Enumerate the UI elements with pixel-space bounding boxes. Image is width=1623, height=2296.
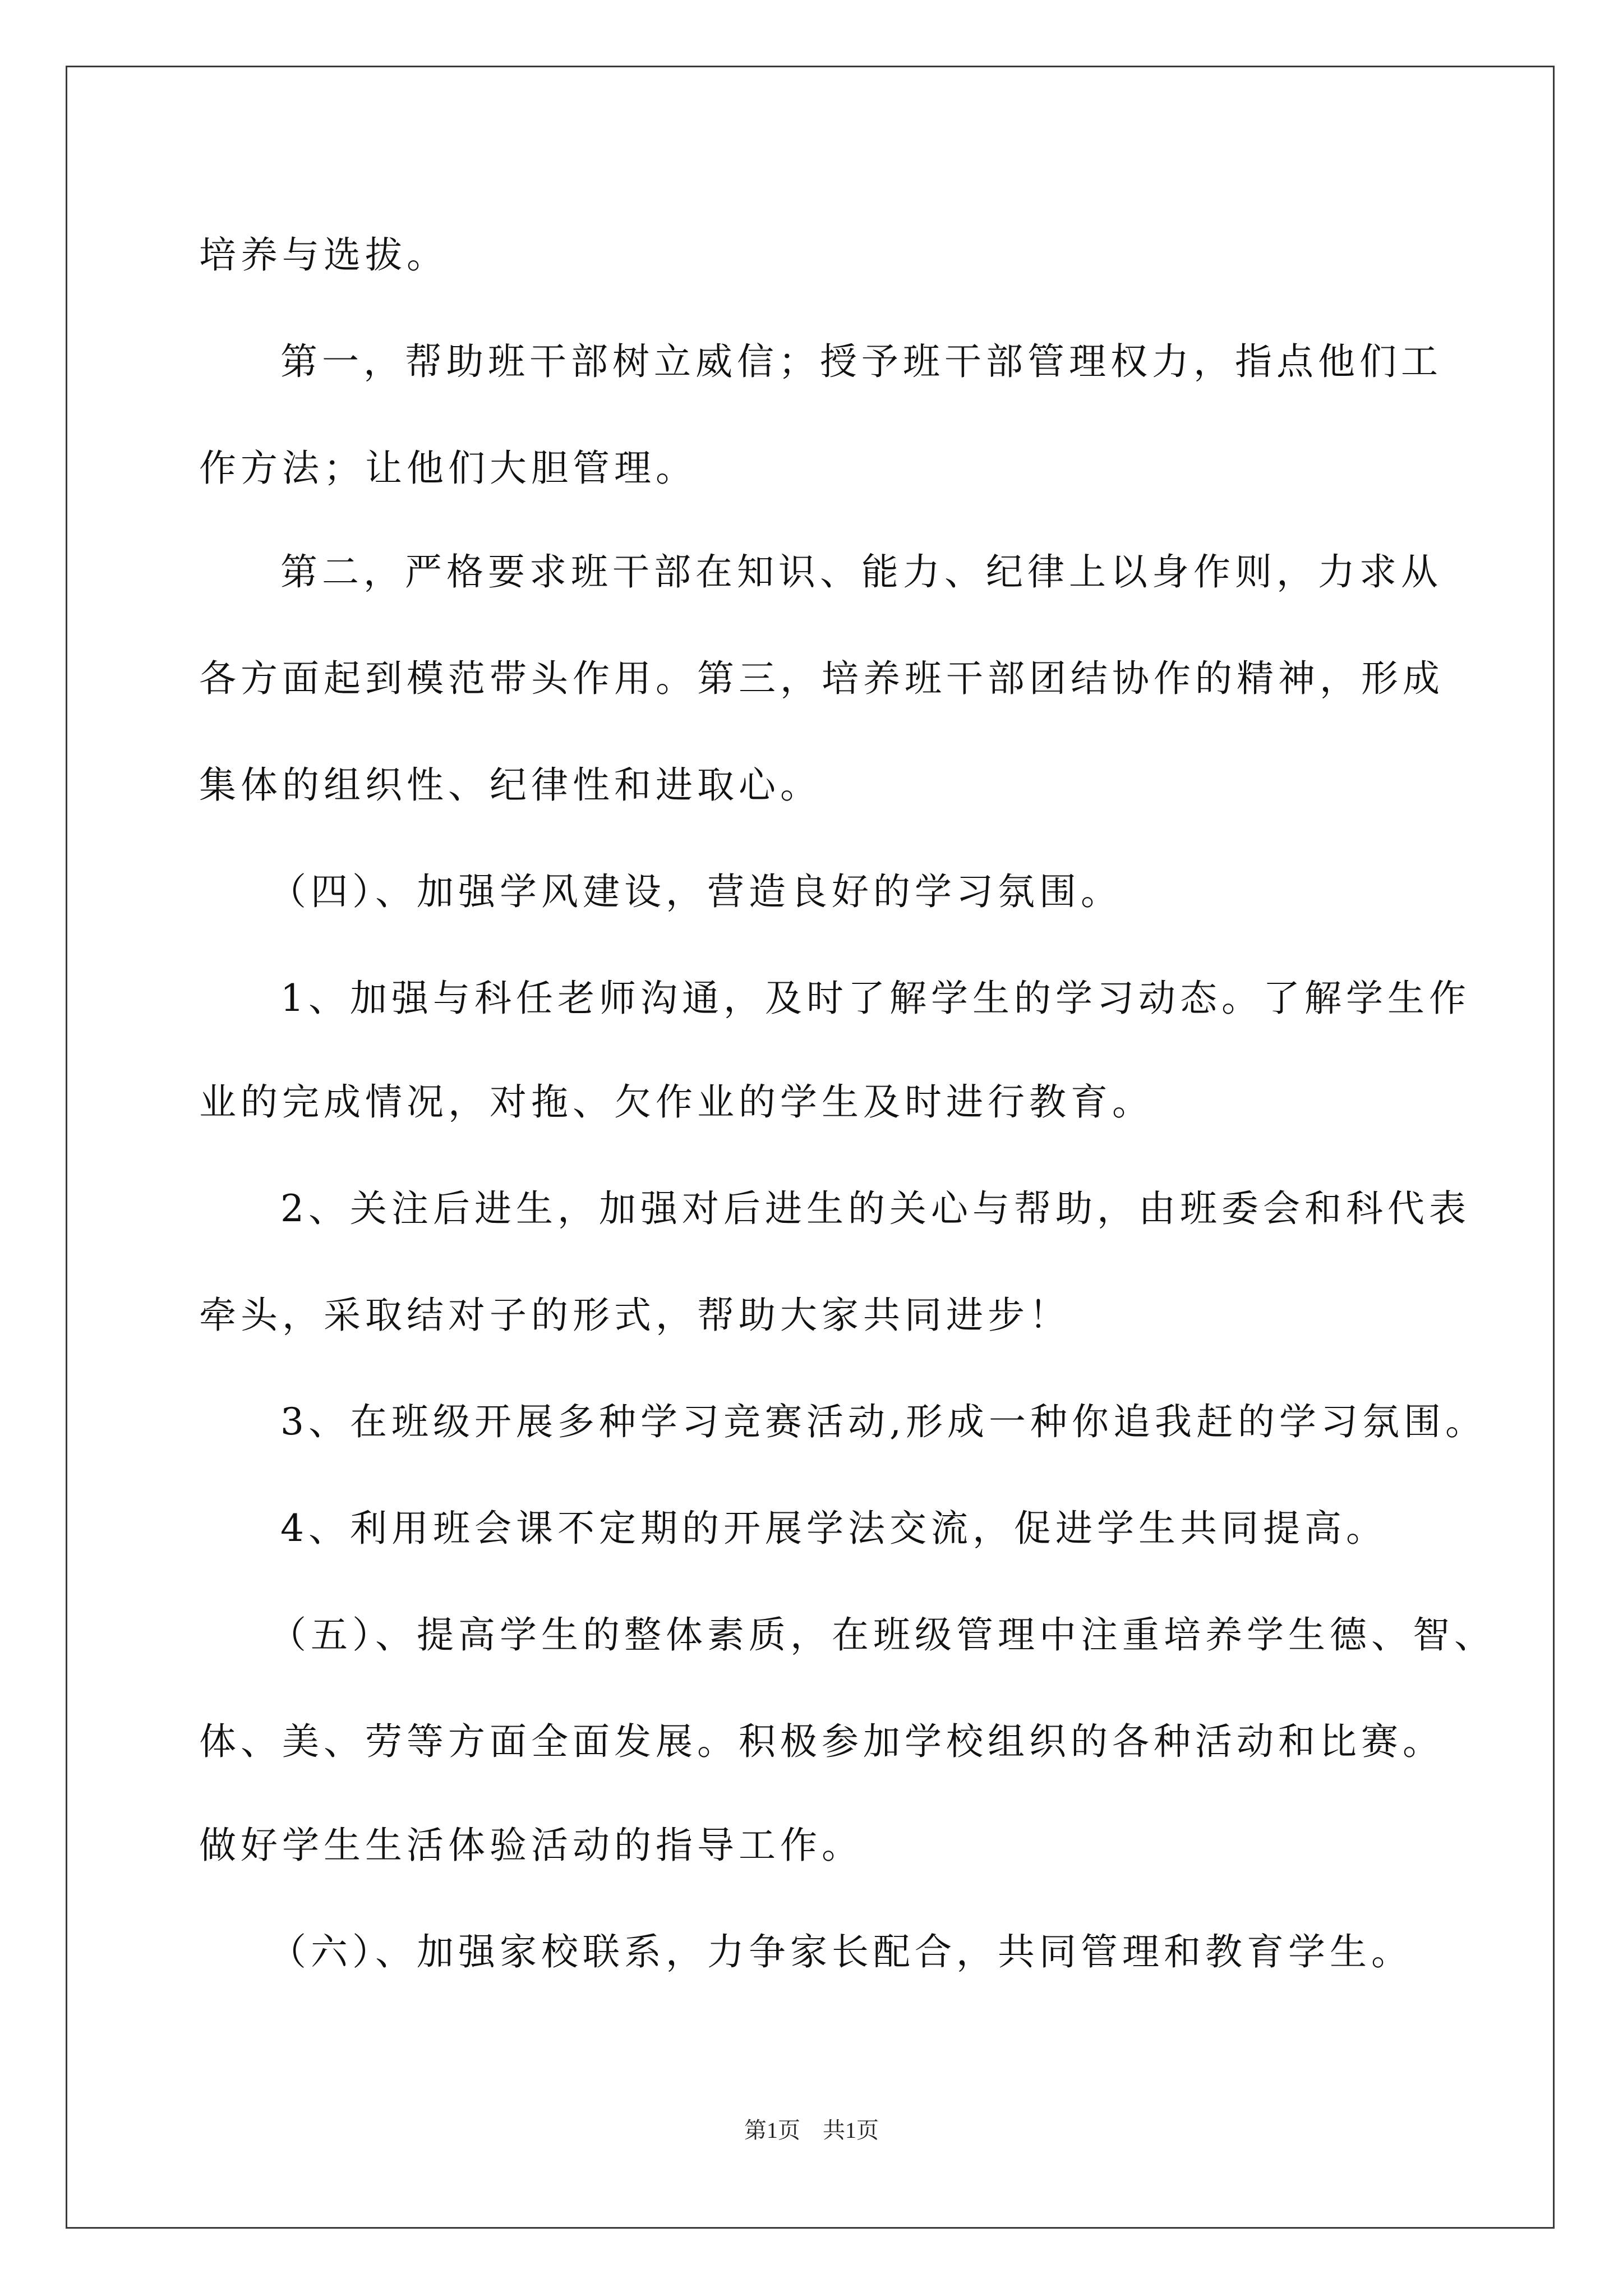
paragraph-line: 各方面起到模范带头作用。第三，培养班干部团结协作的精神，形成 bbox=[199, 657, 1444, 700]
section-heading: （五）、提高学生的整体素质，在班级管理中注重培养学生德、智、 bbox=[269, 1613, 1496, 1657]
paragraph-line: 牵头，采取结对子的形式，帮助大家共同进步！ bbox=[199, 1294, 1071, 1337]
paragraph-line: 第一，帮助班干部树立威信；授予班干部管理权力，指点他们工 bbox=[280, 340, 1442, 383]
paragraph-line: 4、利用班会课不定期的开展学法交流，促进学生共同提高。 bbox=[280, 1507, 1387, 1550]
section-heading: （四）、加强学风建设，营造良好的学习氛围。 bbox=[269, 870, 1122, 913]
paragraph-line: 体、美、劳等方面全面发展。积极参加学校组织的各种活动和比赛。 bbox=[199, 1720, 1444, 1763]
page-footer: 第1页 共1页 bbox=[744, 2118, 879, 2143]
paragraph-line: 第二，严格要求班干部在知识、能力、纪律上以身作则，力求从 bbox=[280, 550, 1442, 593]
paragraph-line: 1、加强与科任老师沟通，及时了解学生的学习动态。了解学生作 bbox=[280, 977, 1470, 1020]
section-heading: （六）、加强家校联系，力争家长配合，共同管理和教育学生。 bbox=[269, 1930, 1413, 1973]
paragraph-line: 集体的组织性、纪律性和进取心。 bbox=[199, 763, 822, 807]
page-border bbox=[66, 66, 1555, 2229]
paragraph-line: 业的完成情况，对拖、欠作业的学生及时进行教育。 bbox=[199, 1080, 1154, 1124]
paragraph-line: 3、在班级开展多种学习竞赛活动,形成一种你追我赶的学习氛围。 bbox=[280, 1400, 1487, 1443]
paragraph-line: 培养与选拔。 bbox=[199, 233, 448, 277]
paragraph-line: 做好学生生活体验活动的指导工作。 bbox=[199, 1824, 863, 1867]
paragraph-line: 2、关注后进生，加强对后进生的关心与帮助，由班委会和科代表 bbox=[280, 1187, 1470, 1230]
paragraph-line: 作方法；让他们大胆管理。 bbox=[199, 447, 697, 490]
